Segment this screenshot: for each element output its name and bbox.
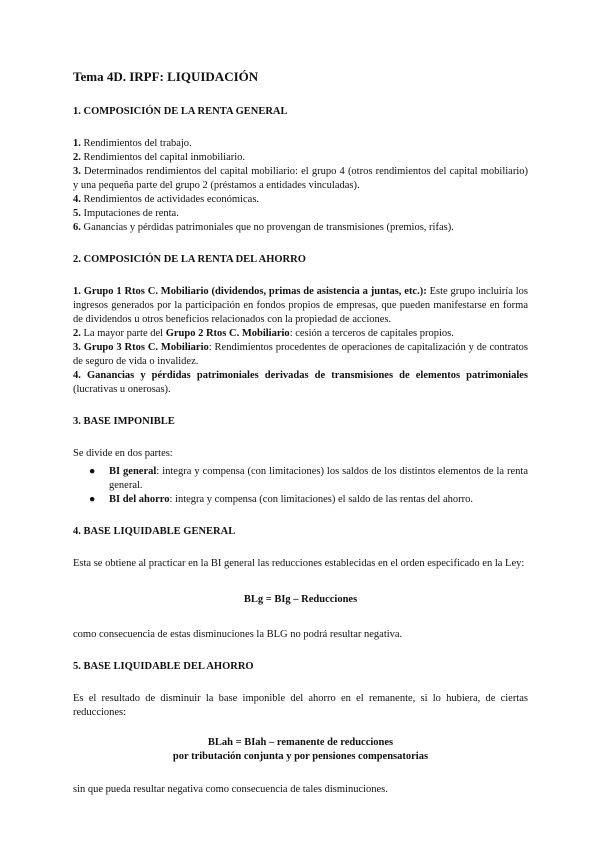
item-text: Imputaciones de renta. [80, 208, 179, 219]
item-number: 2. [73, 152, 81, 163]
section-outro: sin que pueda resultar negativa como consecuencia de tales disminuciones. [73, 784, 388, 795]
formula-line: por tributación conjunta y por pensiones compensatorias [172, 751, 429, 762]
item-number: 1. [73, 138, 81, 149]
section-heading: 2. COMPOSICIÓN DE LA RENTA DEL AHORRO [73, 254, 306, 265]
section-renta-ahorro [73, 253, 528, 397]
item-text: Determinados rendimientos del capital mobiliario: el grupo 4 (otros rendimientos del capital mobiliario) y una pequeña parte del grupo 2 (préstamos a entidades vinculadas). [73, 166, 528, 191]
formula: BLg = BIg – Reducciones [243, 594, 358, 605]
item-bold: 3. Grupo 3 Rtos C. Mobiliario [73, 342, 209, 353]
bullet-item [73, 493, 528, 507]
item-number: 6. [73, 222, 81, 233]
section-heading: 3. BASE IMPONIBLE [73, 416, 175, 427]
item-text: Ganancias y pérdidas patrimoniales que no provengan de transmisiones (premios, rifas). [80, 222, 454, 233]
item-text: Rendimientos del trabajo. [80, 138, 192, 149]
item-text: : integra y compensa (con limitaciones) los saldos de los distintos elementos de la renta general. [109, 466, 528, 491]
document-page [73, 70, 528, 815]
item-text: Rendimientos del capital inmobiliario. [80, 152, 246, 163]
item-number: 5. [73, 208, 81, 219]
item-text: : Rendimientos procedentes de operaciones de capitalización y de contratos de seguro de vida o invalidez. [73, 342, 528, 367]
item-bold: 4. Ganancias y pérdidas patrimoniales derivadas de transmisiones de elementos patrimoniales [73, 370, 528, 381]
section-intro: Es el resultado de disminuir la base imponible del ahorro en el remanente, si lo hubiera, de ciertas reducciones: [73, 693, 528, 718]
bullet-list [73, 465, 528, 507]
bullet-item [73, 465, 528, 493]
list-item [73, 285, 528, 327]
formula-line: BLah = BIah – remanente de reducciones [207, 737, 394, 748]
item-text: : cesión a terceros de capitales propios. [289, 328, 454, 339]
item-text: Rendimientos de actividades económicas. [80, 194, 260, 205]
item-bold: 1. Grupo 1 Rtos C. Mobiliario (dividendos, primas de asistencia a juntas, etc.): [73, 286, 427, 297]
list-item [73, 165, 528, 193]
bullet-icon: ● [89, 466, 96, 477]
section-renta-general [73, 105, 528, 235]
section-base-liquidable-general [73, 525, 528, 642]
list-item [73, 369, 528, 397]
section-heading: 1. COMPOSICIÓN DE LA RENTA GENERAL [73, 106, 288, 117]
bullet-icon: ● [89, 494, 96, 505]
section-intro: Esta se obtiene al practicar en la BI general las reducciones establecidas en el orden especificado en la Ley: [73, 558, 525, 569]
list-item [73, 193, 528, 207]
item-number: 4. [73, 194, 81, 205]
item-number: 3. [73, 166, 81, 177]
section-base-liquidable-ahorro [73, 660, 528, 797]
list-item [73, 137, 528, 151]
item-text: : integra y compensa (con limitaciones) el saldo de las rentas del ahorro. [169, 494, 474, 505]
item-bold: Grupo 2 Rtos C. Mobiliario [165, 328, 290, 339]
list-item [73, 327, 528, 341]
item-number: 2. [73, 328, 81, 339]
section-outro: como consecuencia de estas disminuciones la BLG no podrá resultar negativa. [73, 629, 403, 640]
list-item [73, 341, 528, 369]
section-base-imponible [73, 415, 528, 507]
item-text: (lucrativas u onerosas). [73, 384, 171, 395]
section-heading: 5. BASE LIQUIDABLE DEL AHORRO [73, 661, 254, 672]
item-bold: BI general [109, 466, 157, 477]
list-item [73, 151, 528, 165]
item-bold: BI del ahorro [109, 494, 170, 505]
section-heading: 4. BASE LIQUIDABLE GENERAL [73, 526, 236, 537]
section-intro: Se divide en dos partes: [73, 448, 173, 459]
list-item [73, 221, 528, 235]
item-text: La mayor parte del [80, 328, 166, 339]
item-text: Este grupo incluiría los ingresos generados por la participación en fondos propios de empresas, que pueden manifestarse en forma de dividendos u otros beneficios relacionados con la propiedad de acciones. [73, 286, 528, 325]
list-item [73, 207, 528, 221]
document-title: Tema 4D. IRPF: LIQUIDACIÓN [73, 69, 259, 84]
